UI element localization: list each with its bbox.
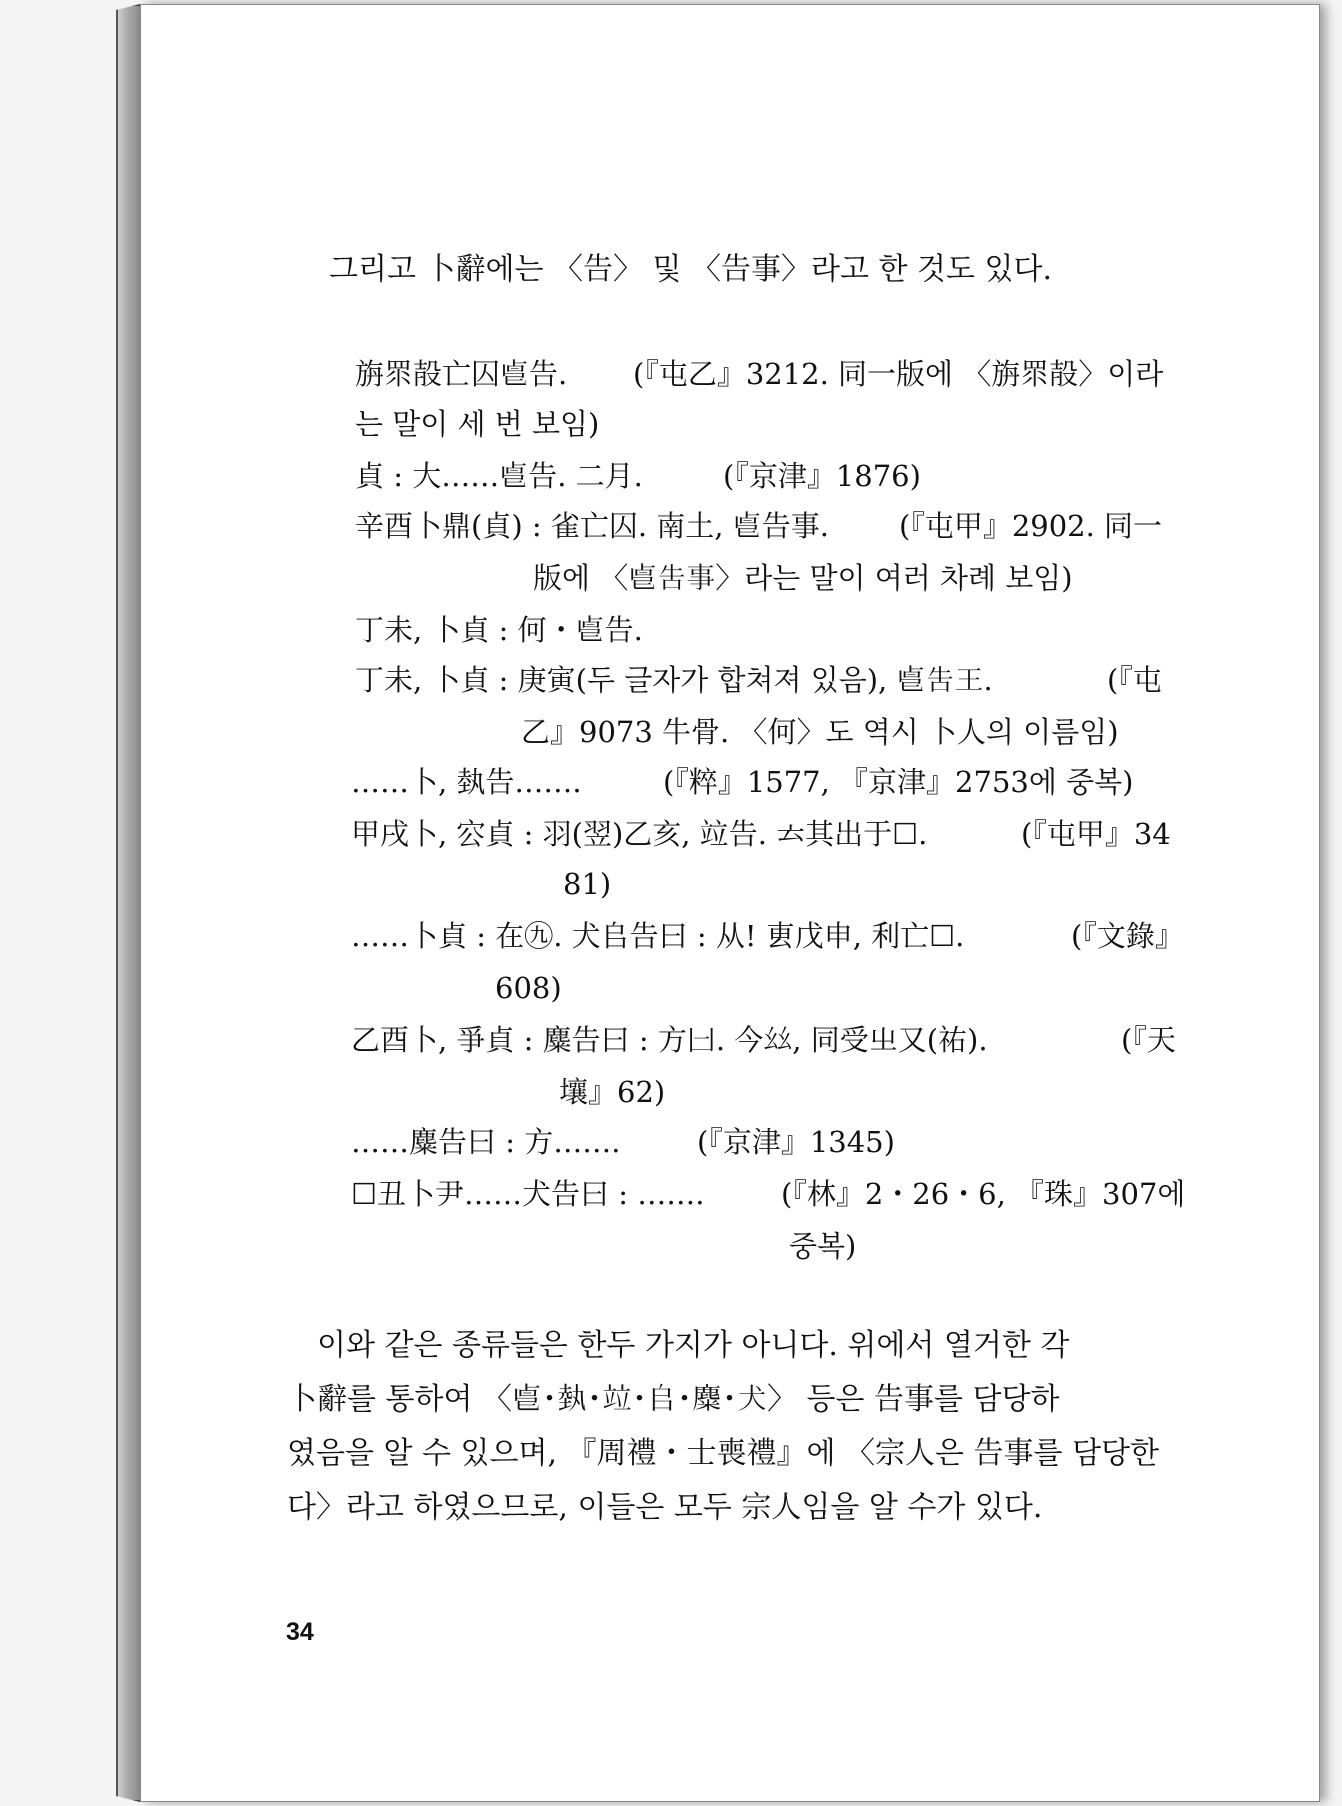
book-spine-edge: [116, 4, 140, 1802]
example-continuation: 壤』62): [559, 1075, 666, 1109]
conclusion-line: 이와 같은 종류들은 한두 가지가 아니다. 위에서 열거한 각: [317, 1328, 1070, 1363]
example-source: (『屯乙』3212. 同一版에 〈旃眔㱿〉이라: [633, 357, 1164, 391]
example-source: (『文錄』: [1071, 919, 1184, 953]
conclusion-line: 卜辭를 통하여 〈𠧢・埶・竝・𠂤・麋・犬〉 등은 告事를 담당하: [287, 1382, 1060, 1417]
example-source: (『京津』1345): [697, 1125, 895, 1159]
example-text: 旃眔㱿亡囚𠧢告.: [355, 357, 568, 391]
example-source: (『林』2・26・6, 『珠』307에: [781, 1177, 1186, 1211]
example-continuation: 81): [563, 867, 612, 901]
conclusion-line: 였음을 알 수 있으며, 『周禮・士喪禮』에 〈宗人은 告事를 담당한: [287, 1436, 1160, 1471]
page-number: 34: [286, 1618, 314, 1646]
example-text: 丁未, 卜貞 : 庚寅(두 글자가 합쳐져 있음), 𠧢告王.: [355, 663, 993, 697]
intro-text: 그리고 卜辭에는 〈告〉 및 〈告事〉라고 한 것도 있다.: [329, 252, 1053, 287]
example-continuation: 중복): [789, 1229, 857, 1263]
example-continuation: 는 말이 세 번 보임): [355, 407, 600, 441]
example-text: 甲戌卜, 㝐貞 : 羽(翌)乙亥, 竝告. 𠫓其出于☐.: [351, 817, 928, 851]
example-text: 辛酉卜鼎(貞) : 雀亡囚. 南土, 𠧢告事.: [355, 509, 829, 543]
example-source: (『屯甲』2902. 同一: [899, 509, 1163, 543]
example-text: ……麋告曰 : 方…….: [351, 1125, 621, 1159]
example-source: (『粹』1577, 『京津』2753에 중복): [663, 765, 1134, 799]
example-text: ……卜, 埶告…….: [351, 765, 582, 799]
example-text: ☐丑卜尹……犬告曰 : …….: [351, 1177, 705, 1211]
example-source: (『屯: [1107, 663, 1162, 697]
book-page: [140, 4, 1320, 1802]
example-continuation: 版에 〈𠧢告事〉라는 말이 여러 차례 보임): [533, 561, 1073, 595]
conclusion-line: 다〉라고 하였으므로, 이들은 모두 宗人임을 알 수가 있다.: [287, 1490, 1043, 1525]
example-text: 乙酉卜, 爭貞 : 麋告曰 : 方𠙵. 今𢆶, 同受㞢又(祐).: [351, 1023, 988, 1057]
example-source: (『屯甲』34: [1021, 817, 1171, 851]
example-continuation: 乙』9073 牛骨. 〈何〉도 역시 卜人의 이름임): [521, 715, 1119, 749]
example-source: (『天: [1121, 1023, 1176, 1057]
example-text: ……卜貞 : 在㊈. 犬𠂤告曰 : 从! 叀戊申, 利亡☐.: [351, 919, 965, 953]
example-text: 丁未, 卜貞 : 何・𠧢告.: [355, 613, 643, 647]
example-continuation: 608): [495, 971, 562, 1005]
example-source: (『京津』1876): [723, 459, 921, 493]
example-text: 貞 : 大……𠧢告. 二月.: [355, 459, 643, 493]
